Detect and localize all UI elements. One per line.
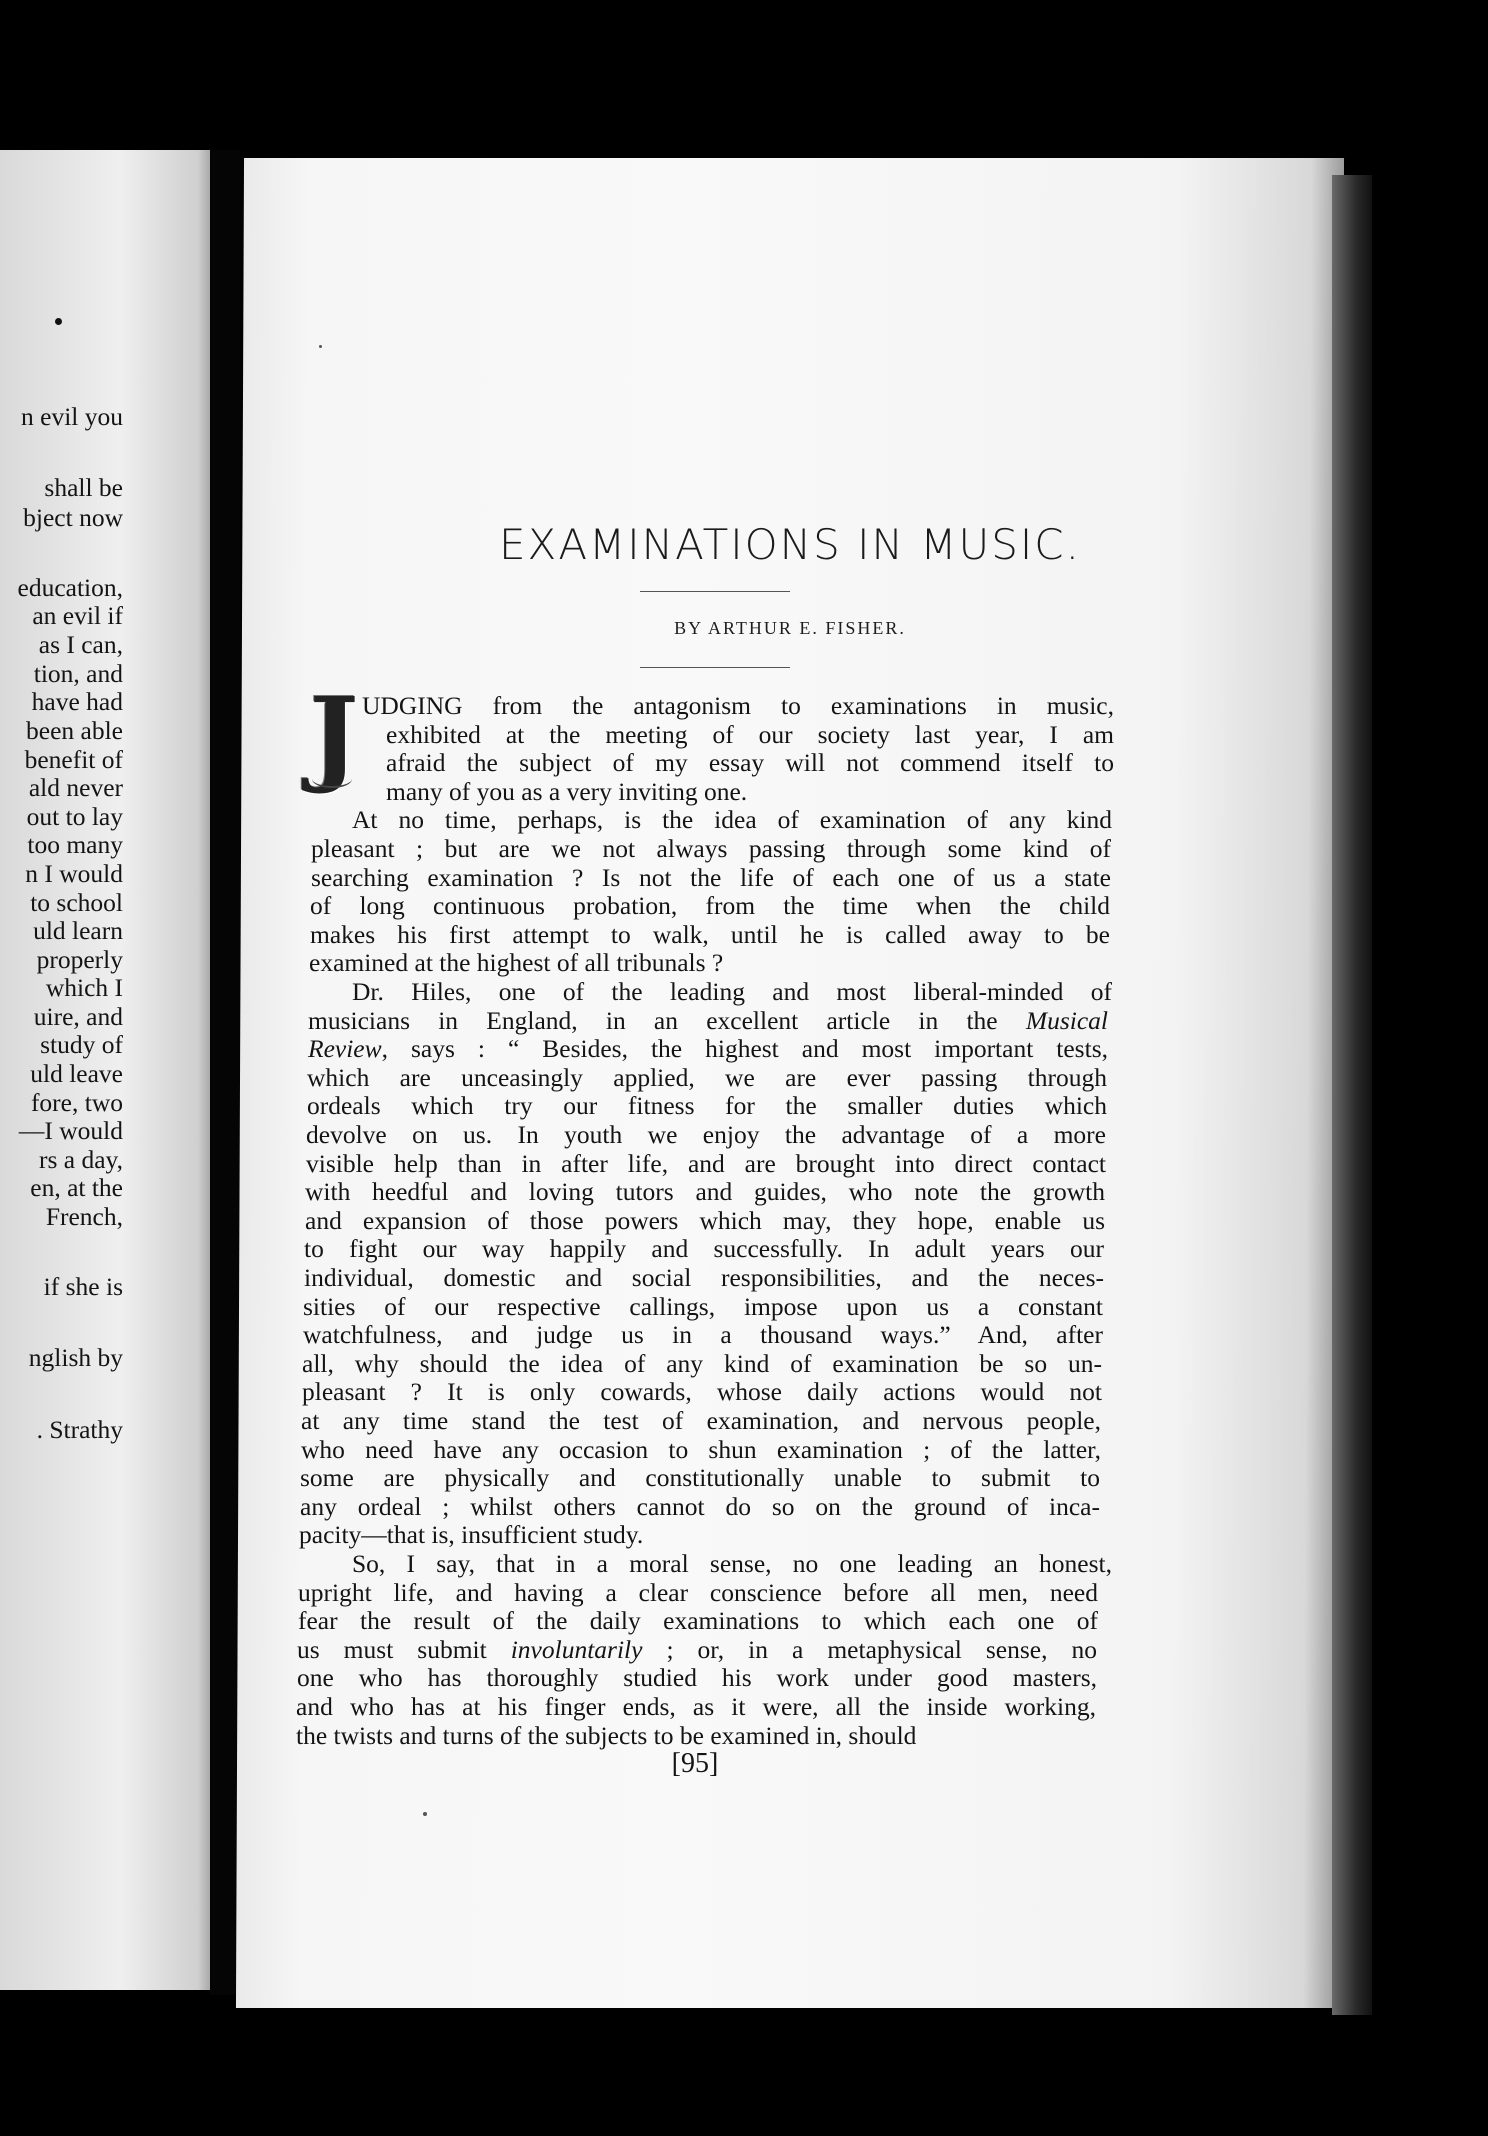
facing-page-line: properly: [36, 945, 123, 974]
italic-phrase: Review: [308, 1034, 382, 1063]
facing-page-line: nglish by: [28, 1343, 123, 1372]
facing-page-line: benefit of: [24, 745, 123, 774]
article-line: who need have any occasion to shun examination ; of the latter,: [301, 1435, 1101, 1464]
article-line: visible help than in after life, and are brought into direct contact: [306, 1149, 1106, 1178]
article-line: sities of our respective callings, impose upon us a constant: [303, 1292, 1103, 1321]
article-line: at any time stand the test of examination, and nervous people,: [301, 1406, 1101, 1435]
book-gutter: [210, 150, 240, 1995]
article-line: exhibited at the meeting of our society last year, I am: [386, 720, 1114, 749]
article-line: afraid the subject of my essay will not commend itself to: [386, 748, 1114, 777]
facing-page-line: which I: [45, 973, 123, 1002]
article-line: pacity—that is, insufficient study.: [299, 1520, 644, 1549]
facing-page-line: —I would: [18, 1116, 123, 1145]
article-line: which are unceasingly applied, we are ever passing through: [307, 1063, 1107, 1092]
facing-page-line: out to lay: [26, 802, 123, 831]
article-line: pleasant ; but are we not always passing through some kind of: [311, 834, 1111, 863]
paper-speck: [423, 1812, 427, 1816]
article-line: to fight our way happily and successfully. In adult years our: [304, 1234, 1104, 1263]
facing-page-line: if she is: [43, 1272, 123, 1301]
article-line: At no time, perhaps, is the idea of examination of any kind: [352, 805, 1112, 834]
facing-page-line: study of: [40, 1030, 123, 1059]
facing-page-line: . Strathy: [36, 1415, 123, 1444]
article-title: EXAMINATIONS IN MUSIC.: [499, 520, 1081, 569]
facing-page-line: tion, and: [33, 659, 123, 688]
paper-speck: [319, 345, 322, 348]
facing-page-line: n I would: [25, 859, 123, 888]
byline-rule: [640, 667, 790, 668]
facing-page-line: to school: [30, 888, 123, 917]
facing-page: [0, 150, 220, 1990]
article-line: some are physically and constitutionally unable to submit to: [300, 1463, 1100, 1492]
facing-page-line: uire, and: [33, 1002, 123, 1031]
facing-page-line: en, at the: [30, 1173, 123, 1202]
article-line: makes his first attempt to walk, until he is called away to be: [310, 920, 1110, 949]
facing-page-line: too many: [27, 830, 123, 859]
italic-phrase: Musical: [1025, 1006, 1108, 1035]
italic-phrase: involuntarily: [510, 1635, 643, 1664]
facing-page-line: French,: [45, 1202, 123, 1231]
facing-page-line: uld learn: [33, 916, 123, 945]
article-line: many of you as a very inviting one.: [386, 777, 748, 806]
article-line: Dr. Hiles, one of the leading and most liberal-minded of: [352, 977, 1112, 1006]
facing-page-line: have had: [31, 687, 123, 716]
article-line: examined at the highest of all tribunals ?: [309, 948, 724, 977]
article-line: UDGING from the antagonism to examinations in music,: [362, 691, 1114, 720]
article-line: of long continuous probation, from the time when the child: [310, 891, 1110, 920]
facing-page-line: bject now: [23, 503, 123, 532]
facing-page-line: fore, two: [30, 1088, 123, 1117]
article-line: ordeals which try our fitness for the smaller duties which: [307, 1091, 1107, 1120]
article-line: fear the result of the daily examinations to which each one of: [298, 1606, 1098, 1635]
facing-page-line: rs a day,: [38, 1145, 123, 1174]
article-line: Review, says : “ Besides, the highest and most important tests,: [308, 1034, 1108, 1063]
ink-dot: [55, 318, 62, 325]
article-line: upright life, and having a clear conscience before all men, need: [298, 1578, 1098, 1607]
article-line: the twists and turns of the subjects to be examined in, should: [296, 1721, 917, 1750]
article-byline: BY ARTHUR E. FISHER.: [674, 618, 906, 638]
facing-page-line: an evil if: [32, 601, 123, 630]
drop-cap-flourish: [312, 770, 352, 788]
article-line: So, I say, that in a moral sense, no one leading an honest,: [352, 1549, 1112, 1578]
article-line: individual, domestic and social responsibilities, and the neces-: [304, 1263, 1104, 1292]
title-rule: [640, 591, 790, 592]
article-line: watchfulness, and judge us in a thousand ways.” And, after: [303, 1320, 1103, 1349]
article-line: and expansion of those powers which may, they hope, enable us: [305, 1206, 1105, 1235]
facing-page-line: been able: [26, 716, 123, 745]
drop-cap: J: [309, 674, 359, 797]
facing-page-line: shall be: [44, 473, 123, 502]
facing-page-line: n evil you: [21, 402, 123, 431]
article-line: with heedful and loving tutors and guides, who note the growth: [305, 1177, 1105, 1206]
facing-page-line: education,: [17, 573, 123, 602]
article-line: all, why should the idea of any kind of examination be so un-: [302, 1349, 1102, 1378]
page-number: [95]: [671, 1748, 719, 1779]
facing-page-line: ald never: [28, 773, 123, 802]
page-edge-shadow: [1332, 175, 1372, 2015]
article-line: pleasant ? It is only cowards, whose daily actions would not: [302, 1377, 1102, 1406]
article-line: us must submit involuntarily ; or, in a metaphysical sense, no: [297, 1635, 1097, 1664]
article-line: searching examination ? Is not the life of each one of us a state: [311, 863, 1111, 892]
article-line: any ordeal ; whilst others cannot do so on the ground of inca-: [300, 1492, 1100, 1521]
facing-page-line: as I can,: [38, 630, 123, 659]
article-line: devolve on us. In youth we enjoy the advantage of a more: [306, 1120, 1106, 1149]
article-line: and who has at his finger ends, as it were, all the inside working,: [296, 1692, 1096, 1721]
facing-page-line: uld leave: [30, 1059, 123, 1088]
article-line: musicians in England, in an excellent article in the Musical: [308, 1006, 1108, 1035]
article-line: one who has thoroughly studied his work under good masters,: [297, 1663, 1097, 1692]
